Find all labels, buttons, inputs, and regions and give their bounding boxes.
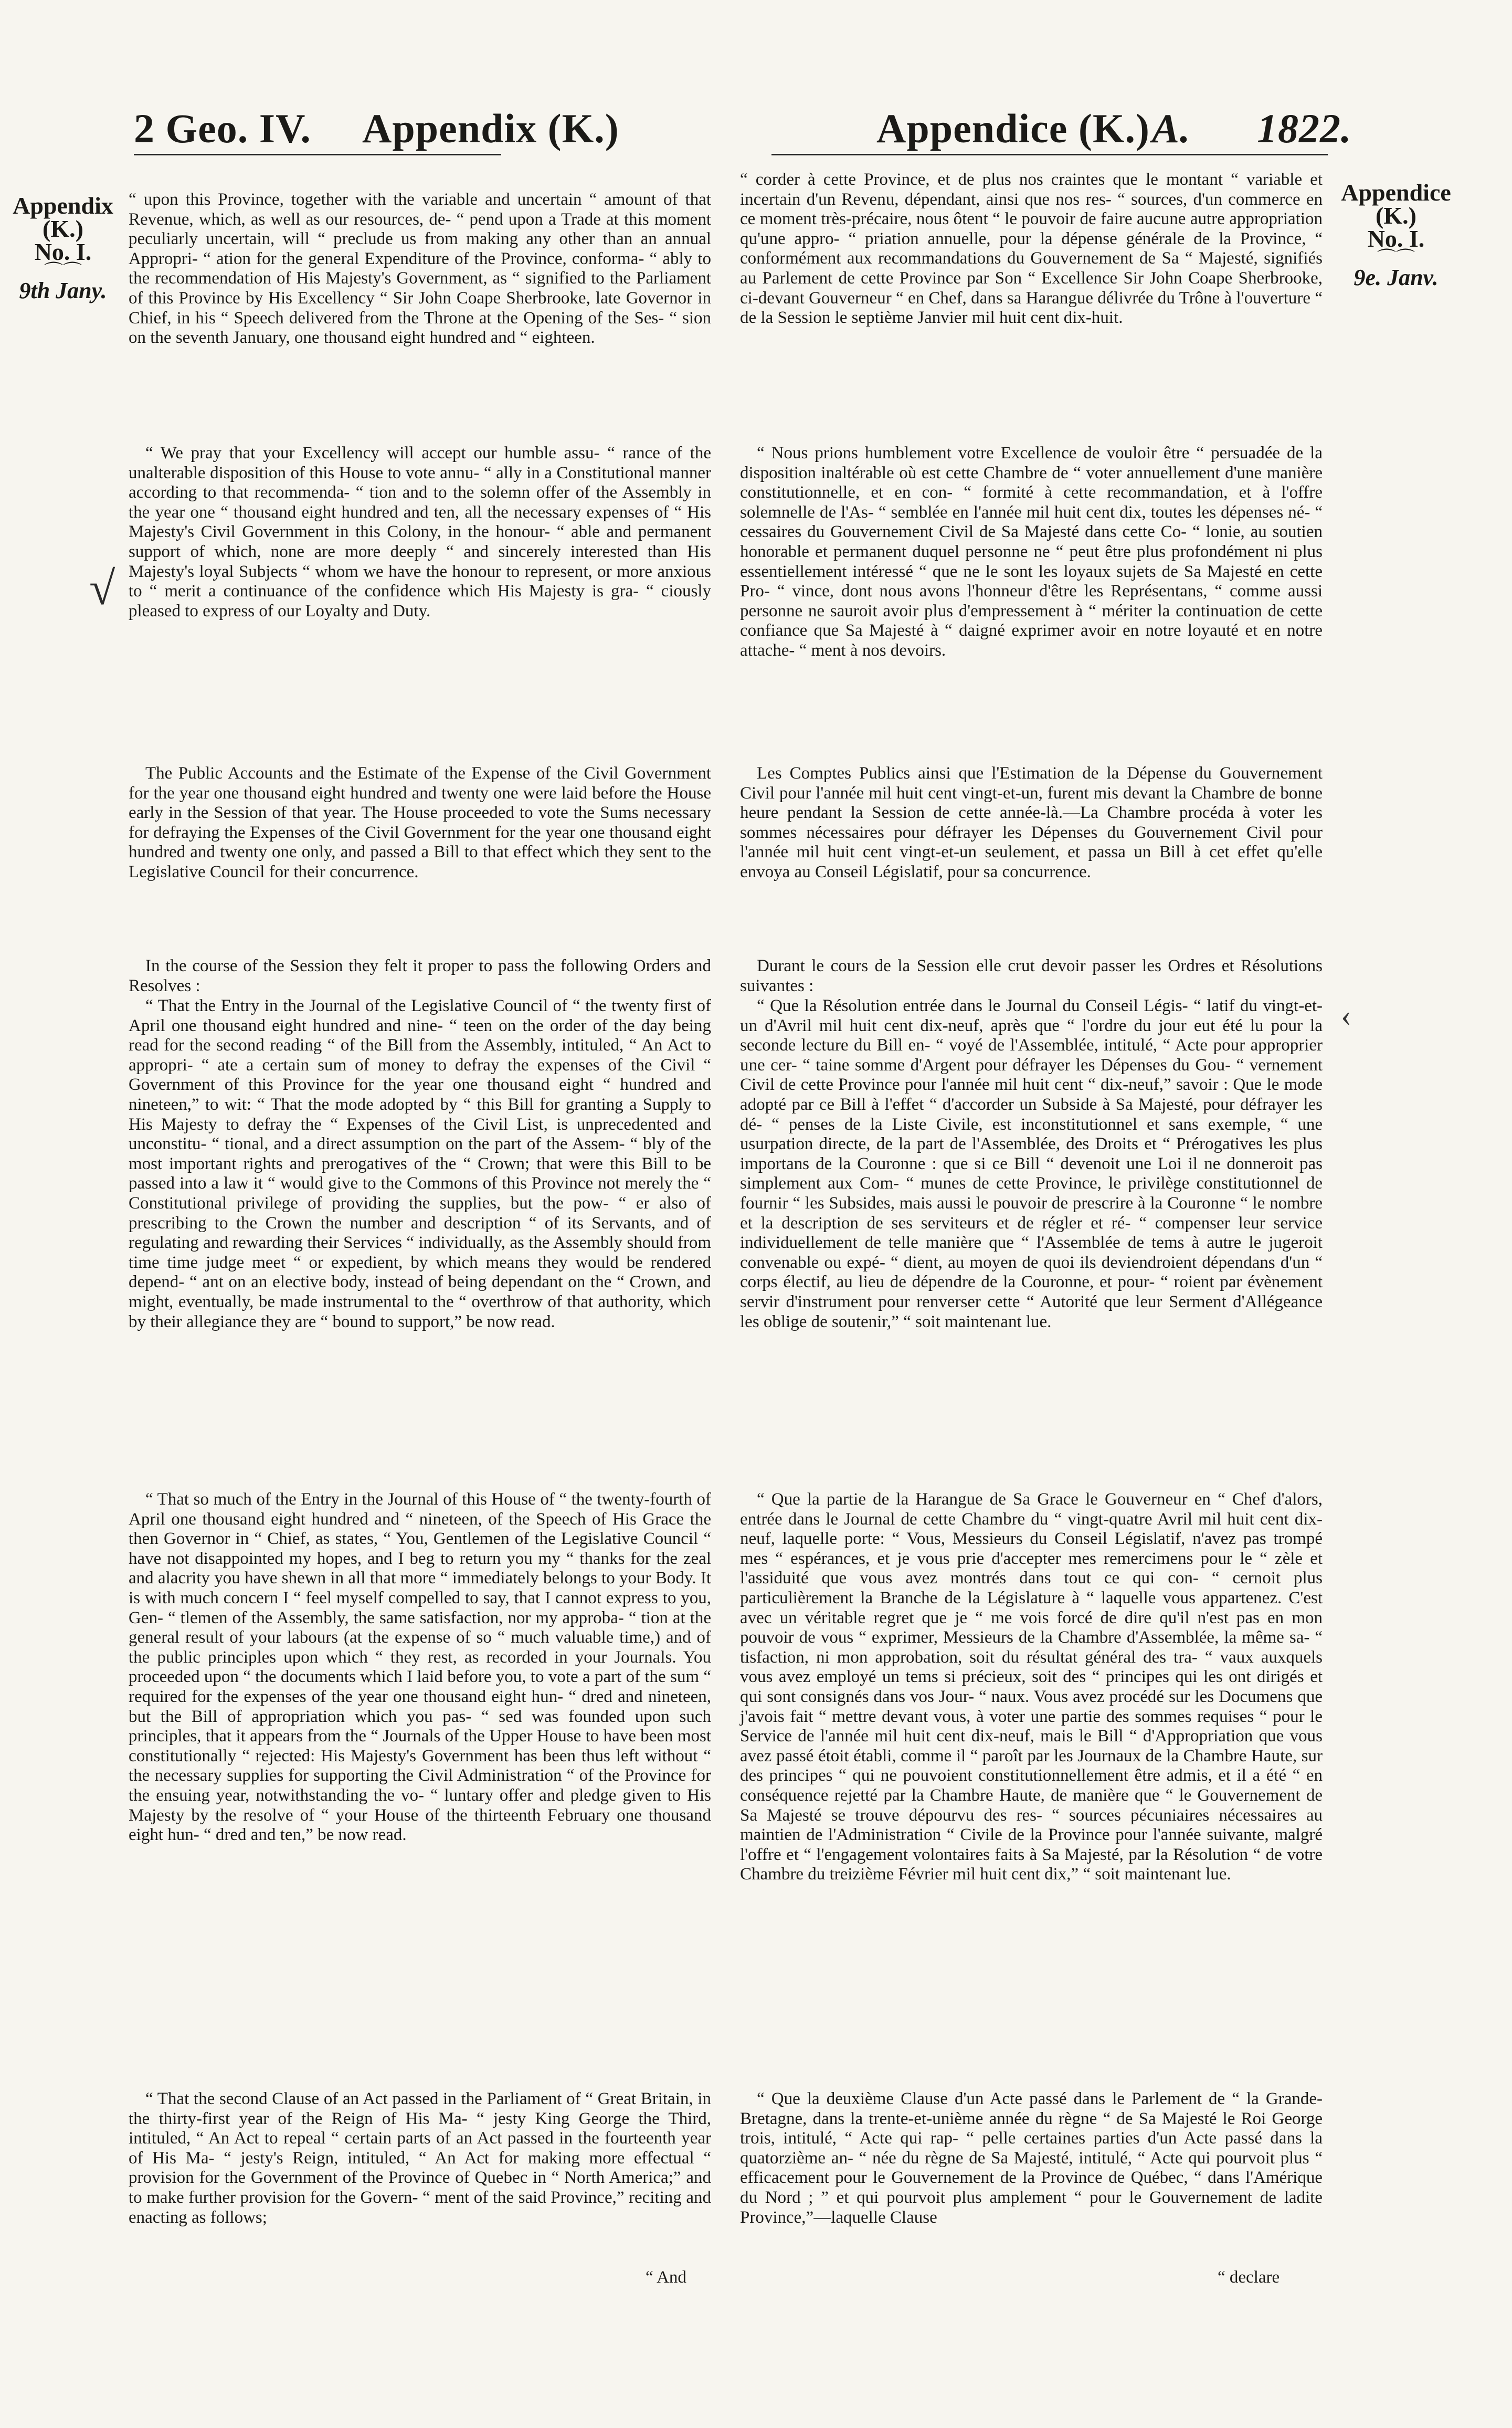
english-paragraph-4: In the course of the Session they felt it proper to pass the following Orders and Resolves : xyxy=(129,957,711,995)
french-paragraph-5: “ Que la Résolution entrée dans le Journal du Conseil Légis- “ latif du vingt-et-un d'Avril mil huit cent dix-neuf, après que “ l'ordre du jour eut été lu pour la seconde lecture du Bill en- “ voyé de l'Assemblée, intitulé, “ Acte pour approprier une cer- “ taine somme d'Argent pour défrayer les Dépenses du Gou- “ vernement Civil de cette Province pour l'année mil huit cent “ dix-neuf,” savoir : Que le mode adopté par ce Bill à l'effet “ d'accorder un Subside à Sa Majesté, pour défrayer les dé- “ penses de la Liste Civile, est inconstitutionnel et sans exemple, “ une usurpation directe, de la part de l'Assemblée, des Droits et “ Prérogatives les plus importans de la Couronne : que si ce Bill “ devenoit une Loi il ne donneroit pas simplement aux Com- “ munes de cette Province, le privilège constitutionnel de fournir “ les Subsides, mais aussi le pouvoir de prescrire à la Couronne “ le nombre et la description de ses serviteurs et de régler et ré- “ compenser leur service individuellement de telle manière que “ l'Assemblée de tems à autre le jugeroit convenable ou expé- “ dient, au moyen de quoi ils deviendroient dépendans d'un “ corps électif, au lieu de dépendre de la Couronne, et pour- “ roient par évènement servir d'instrument pour renverser cette “ Autorité que leur Serment d'Allégeance les oblige de soutenir,” “ soit maintenant lue. xyxy=(740,996,1323,1331)
french-paragraph-1: “ corder à cette Province, et de plus nos craintes que le montant “ variable et incertain d'un Revenu, dépendant, ainsi que nos res- “ sources, d'un commerce en ce moment très-précaire, nous ôtent “ le pouvoir de faire aucune autre appropriation qu'une appro- “ priation annuelle, pour la dépense générale de la Province, “ conformément aux recommandations du Gouvernement de Sa “ Majesté, signifiés au Parlement de cette Province par Son “ Excellence Sir John Coape Sherbrooke, ci-devant Gouverneur “ en Chef, dans sa Harangue délivrée du Trône à l'ouverture “ de la Session le septième Janvier mil huit cent dix-huit. xyxy=(740,170,1323,328)
header-appendix-french: Appendice (K.) xyxy=(876,106,1150,151)
margin-note-left xyxy=(10,194,115,302)
french-paragraph-2: “ Nous prions humblement votre Excellence de vouloir être “ persuadée de la disposition inaltérable où est cette Chambre de “ voter annuellement d'une manière constitutionnelle, et en con- “ formité à cette recommandation, et à l'offre solemnelle de l'As- “ semblée en l'année mil huit cent dix, toutes les dépenses né- “ cessaires du Gouvernement Civil de Sa Majesté dans cette Co- “ lonie, au soutien honorable et permanent duquel personne ne “ peut être plus profondément ni plus essentiellement intéressé “ que ne le sont les loyaux sujets de Sa Majesté en cette Pro- “ vince, dont nous avons l'honneur d'être les Représentans, “ comme aussi personne ne sauroit avoir plus d'empressement à “ mériter la continuation de cette confiance que Sa Majesté à “ daigné exprimer avoir en notre loyauté et en notre attache- “ ment à nos devoirs. xyxy=(740,444,1323,660)
header-letter: A. xyxy=(1152,106,1191,151)
margin-left-date: 9th Jany. xyxy=(19,278,107,303)
margin-right-number: No. I. xyxy=(1367,225,1425,252)
margin-left-number: No. I. xyxy=(34,238,92,265)
header-rule-right xyxy=(771,154,1328,155)
handwritten-caret-mark: ‹ xyxy=(1341,998,1351,1033)
margin-right-appendice: Appendice xyxy=(1341,179,1451,206)
english-catchword: “ And xyxy=(646,2268,686,2287)
english-paragraph-7: “ That the second Clause of an Act passed in the Parliament of “ Great Britain, in the thirty-first year of the Reign of His Ma- “ jesty King George the Third, intituled, “ An Act to repeal “ certain parts of an Act passed in the fourteenth year of His Ma- “ jesty's Reign, intituled, “ An Act for making more effectual “ provision for the Government of the Province of Quebec in “ North America;” and to make further provision for the Govern- “ ment of the said Province,” reciting and enacting as follows; xyxy=(129,2089,711,2227)
handwritten-check-mark: √ xyxy=(89,563,115,615)
header-regnal-year: 2 Geo. IV. xyxy=(134,106,311,151)
english-paragraph-6: “ That so much of the Entry in the Journal of this House of “ the twenty-fourth of April one thousand eight hundred and “ nineteen, of the Speech of His Grace the then Governor in “ Chief, as states, “ You, Gentlemen of the Legislative Council “ have not disappointed my hopes, and I beg to return you my “ thanks for the zeal and alacrity you have shewn in all that more “ immediately belongs to your Body. It is with much concern I “ feel myself compelled to say, that I cannot express to you, Gen- “ tlemen of the Assembly, the same satisfaction, nor my approba- “ tion at the general result of your labours (at the expense of so “ much valuable time,) and of the public principles upon which “ they rest, as recorded in your Journals. You proceeded upon “ the documents which I laid before you, to vote a part of the sum “ required for the expenses of the year one thousand eight hun- “ dred and nineteen, but the Bill of appropriation which you pas- “ sed was founded upon such principles, that it appears from the “ Journals of the Upper House to have been most constitutionally “ rejected: His Majesty's Government has been thus left without “ the necessary supplies for supporting the Civil Administration “ of the Province for the ensuing year, notwithstanding the vo- “ luntary offer and pledge given to His Majesty by the resolve of “ your House of the thirteenth February one thousand eight hun- “ dred and ten,” be now read. xyxy=(129,1490,711,1845)
header-rule-left xyxy=(134,154,501,155)
french-paragraph-6: “ Que la partie de la Harangue de Sa Grace le Gouverneur en “ Chef d'alors, entrée dans le Journal de cette Chambre du “ vingt-quatre Avril mil huit cent dix-neuf, laquelle porte: “ Vous, Messieurs du Conseil Législatif, n'avez pas trompé mes “ espérances, et je vous prie d'accepter mes remercimens pour le “ zèle et l'assiduité que vous avez montrés dans tout ce qui con- “ cernoit plus particulièrement la Branche de la Législature à “ laquelle vous appartenez. C'est avec un véritable regret que je “ me vois forcé de dire qu'il n'est pas en mon pouvoir de vous “ exprimer, Messieurs de la Chambre d'Assemblée, la même sa- “ tisfaction, ni mon approbation, soit du résultat général des tra- “ vaux auxquels vous avez employé un tems si précieux, soit des “ principes qui les ont dirigés et qui sont consignés dans vos Jour- “ naux. Vous avez procédé sur les Documens que j'avois fait “ mettre devant vous, à voter une partie des sommes requises “ pour le Service de l'année mil huit cent dix-neuf, mais le Bill “ d'Appropriation que vous avez passé étoit établi, comme il “ paroît par les Journaux de la Chambre Haute, sur des principes “ qui ne pouvoient constitutionnellement être admis, et il a été “ en conséquence rejetté par la Chambre Haute, de manière que “ le Gouvernement de Sa Majesté se trouve dépourvu des res- “ sources pécuniaires nécessaires au maintien de l'Administration “ Civile de la Province pour l'année suivante, malgré l'offre et “ l'engagement volontaires faits à Sa Majesté, par la Résolution “ de votre Chambre du treizième Février mil huit cent dix,” “ soit maintenant lue. xyxy=(740,1490,1323,1884)
margin-right-flourish: ⌒⌒ xyxy=(1377,248,1415,269)
english-paragraph-1: “ upon this Province, together with the variable and uncertain “ amount of that Revenue, which, as well as our resources, de- “ pend upon a Trade at this moment peculiarly uncertain, will “ preclude us from making any other than an annual Appropri- “ ation for the general Expenditure of the Province, conforma- “ ably to the recommendation of His Majesty's Government, as “ signified to the Parliament of this Province by His Excellency “ Sir John Coape Sherbrooke, late Governor in Chief, in his “ Speech delivered from the Throne at the Opening of the Ses- “ sion on the seventh January, one thousand eight hundred and “ eighteen. xyxy=(129,190,711,348)
margin-left-k: (K.) xyxy=(43,215,83,242)
margin-right-k: (K.) xyxy=(1376,202,1416,229)
header-year: 1822. xyxy=(1257,106,1352,151)
english-paragraph-5: “ That the Entry in the Journal of the Legislative Council of “ the twenty first of April one thousand eight hundred and nine- “ teen on the order of the day being read for the second reading “ of the Bill from the Assembly, intituled, “ An Act to appropri- “ ate a certain sum of money to defray the expenses of the Civil “ Government of this Province for the year one thousand eight “ hundred and nineteen,” to wit: “ That the mode adopted by “ this Bill for granting a Supply to His Majesty to defray the “ Expenses of the Civil List, is unprecedented and unconstitu- “ tional, and a direct assumption on the part of the Assem- “ bly of the most important rights and prerogatives of the “ Crown; that were this Bill to be passed into a law it “ would give to the Commons of this Province not merely the “ Constitutional privilege of providing the supplies, but the pow- “ er also of prescribing to the Crown the number and description “ of its Servants, and of regulating and rewarding their Services “ individually, as the Assembly should from time time judge meet “ or expedient, by which means they would be rendered depend- “ ant on an elective body, instead of being dependant on the “ Crown, and might, eventually, be made instrumental to the “ overthrow of that authority, which by their allegiance they are “ bound to support,” be now read. xyxy=(129,996,711,1331)
margin-left-appendix: Appendix xyxy=(13,192,113,219)
margin-note-right xyxy=(1333,181,1459,289)
english-paragraph-2: “ We pray that your Excellency will accept our humble assu- “ rance of the unalterable disposition of this House to vote annu- “ ally in a Constitutional manner according to that recommenda- “ tion and to the solemn offer of the Assembly in the year one “ thousand eight hundred and ten, all the necessary expenses of “ His Majesty's Civil Government in this Colony, in the honour- “ able and permanent support of which, none are more deeply “ and sincerely interested than His Majesty's loyal Subjects “ whom we have the honour to represent, or more anxious to “ merit a continuance of the confidence which His Majesty is gra- “ ciously pleased to express of our Loyalty and Duty. xyxy=(129,444,711,621)
french-paragraph-7: “ Que la deuxième Clause d'un Acte passé dans le Parlement de “ la Grande-Bretagne, dans la trente-et-unième année du règne “ de Sa Majesté le Roi George trois, intitulé, “ Acte qui rap- “ pelle certaines parties d'un Acte passé dans la quatorzième an- “ née du règne de Sa Majesté, intitulé, “ Acte qui pourvoit plus “ efficacement pour le Gouvernement de la Province de Québec, “ dans l'Amérique du Nord ; ” et qui pourvoit plus amplement “ pour le Gouvernement de ladite Province,”—laquelle Clause xyxy=(740,2089,1323,2227)
margin-left-flourish: ⌒⌒ xyxy=(44,261,82,282)
french-paragraph-4: Durant le cours de la Session elle crut devoir passer les Ordres et Résolutions suivantes : xyxy=(740,957,1323,995)
header-appendix-english: Appendix (K.) xyxy=(362,106,619,151)
french-catchword: “ declare xyxy=(1218,2268,1280,2287)
french-paragraph-3: Les Comptes Publics ainsi que l'Estimation de la Dépense du Gouvernement Civil pour l'année mil huit cent vingt-et-un, furent mis devant la Chambre de bonne heure pendant la Session de cette année-là.—La Chambre procéda à voter les sommes nécessaires pour défrayer les Dépenses du Gouvernement Civil pour l'année mil huit cent vingt-et-un seulement, et passa un Bill à cet effet qu'elle envoya au Conseil Législatif, pour sa concurrence. xyxy=(740,764,1323,881)
margin-right-date: 9e. Janv. xyxy=(1354,265,1439,290)
english-paragraph-3: The Public Accounts and the Estimate of the Expense of the Civil Government for the year one thousand eight hundred and twenty one were laid before the House early in the Session of that year. The House proceeded to vote the Sums necessary for defraying the Expenses of the Civil Government for the year one thousand eight hundred and twenty one only, and passed a Bill to that effect which they sent to the Legislative Council for their concurrence. xyxy=(129,764,711,881)
